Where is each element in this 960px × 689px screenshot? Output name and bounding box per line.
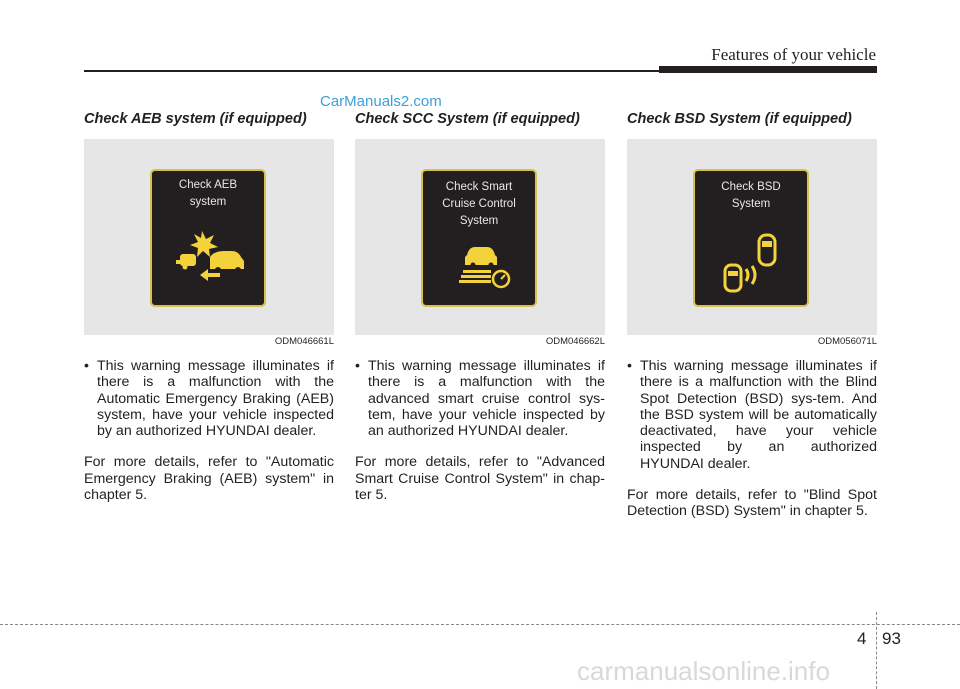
panel-message: Check AEB system (178, 179, 238, 208)
note-text: For more details, refer to "Blind Spot Detection (BSD) System" in chapter 5. (627, 487, 877, 520)
figure-aeb (84, 139, 334, 335)
cluster-display (421, 169, 537, 307)
watermark-bottom[interactable]: carmanualsonline.info (577, 656, 830, 686)
section-scc (355, 109, 605, 503)
page-number: 93 (882, 629, 901, 648)
note-text: For more details, refer to "Automatic Emergency Braking (AEB) system" in chapter 5. (84, 454, 334, 504)
panel-message: Check BSD System (721, 181, 781, 210)
bullet-item: • This warning message illuminates if there is a malfunction with the advanced smart cruise control sys-tem, have your vehicle inspected by an authorized HYUNDAI dealer. (355, 358, 605, 440)
figure-code: ODM046662L (545, 336, 605, 347)
header-rule (84, 70, 659, 72)
bullet-text: This warning message illuminates if there is a malfunction with the advanced smart cruise control sys-tem, have your vehicle inspected by an authorized HYUNDAI dealer. (368, 358, 605, 440)
bullet-item: • This warning message illuminates if there is a malfunction with the Automatic Emergency Braking (AEB) system, have your vehicle inspected by an authorized HYUNDAI dealer. (84, 358, 334, 440)
blind-spot-icon (695, 171, 807, 305)
section-bsd (627, 109, 877, 520)
chapter-number: 4 (857, 629, 867, 648)
footer-rule (0, 624, 960, 625)
section-aeb (84, 109, 334, 503)
smart-cruise-icon (423, 171, 535, 305)
bullet-item: • This warning message illuminates if there is a malfunction with the Blind Spot Detection (BSD) sys-tem. And the BSD system will be automatically deactivated, have your vehicle inspected by an authorized HYUNDAI dealer. (627, 358, 877, 472)
figure-code: ODM056071L (817, 336, 877, 347)
figure-code: ODM046661L (274, 336, 334, 347)
bullet-text: This warning message illuminates if there is a malfunction with the Blind Spot Detection (BSD) sys-tem. And the BSD system will be automatically deactivated, have your vehicle inspected by an authorized HYUNDAI dealer. (640, 358, 877, 472)
watermark-top[interactable]: CarManuals2.com (320, 93, 442, 110)
header-rule-thick (659, 66, 877, 73)
section-title: Check AEB system (if equipped) (84, 111, 307, 127)
section-title: Check SCC System (if equipped) (355, 111, 580, 127)
panel-message: Check Smart Cruise Control System (442, 181, 516, 227)
figure-scc (355, 139, 605, 335)
section-title: Check BSD System (if equipped) (627, 111, 852, 127)
aeb-collision-icon (152, 171, 264, 305)
cluster-display (150, 169, 266, 307)
note-text: For more details, refer to "Advanced Smart Cruise Control System" in chap-ter 5. (355, 454, 605, 504)
cluster-display (693, 169, 809, 307)
figure-bsd (627, 139, 877, 335)
bullet-text: This warning message illuminates if there is a malfunction with the Automatic Emergency Braking (AEB) system, have your vehicle inspected by an authorized HYUNDAI dealer. (97, 358, 334, 440)
header-title: Features of your vehicle (711, 45, 876, 64)
footer-divider (876, 612, 877, 689)
